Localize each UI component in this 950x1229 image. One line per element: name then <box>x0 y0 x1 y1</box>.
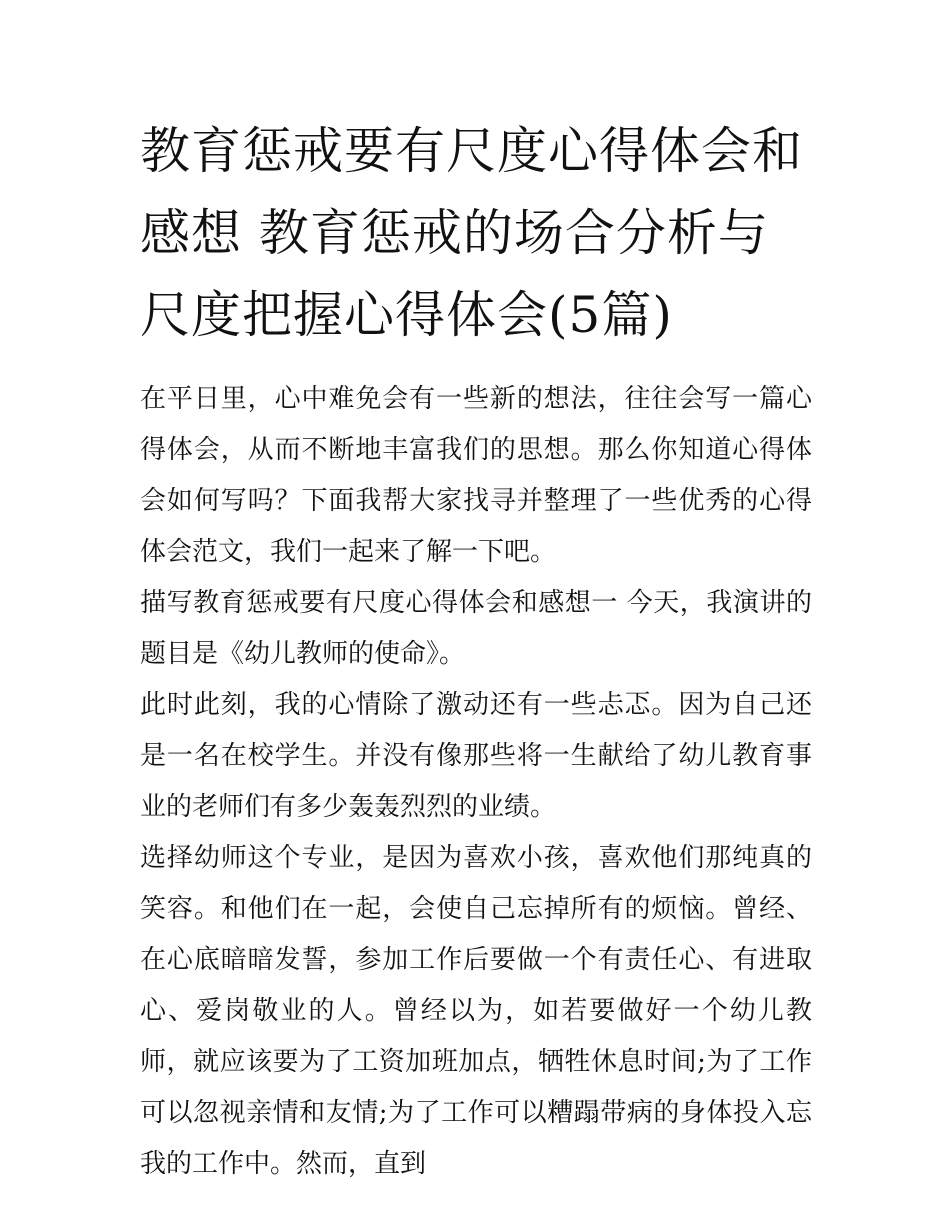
paragraph-intro: 在平日里，心中难免会有一些新的想法，往往会写一篇心得体会，从而不断地丰富我们的思想。那么你知道心得体会如何写吗？下面我帮大家找寻并整理了一些优秀的心得体会范文，我们一起来了解一下吧。 <box>140 384 812 567</box>
document-title: 教育惩戒要有尺度心得体会和感想 教育惩戒的场合分析与尺度把握心得体会(5篇) <box>140 122 803 344</box>
document-page <box>140 110 812 1190</box>
paragraph-feelings: 此时此刻，我的心情除了激动还有一些忐忑。因为自己还是一名在校学生。并没有像那些将一生献给了幼儿教育事业的老师们有多少轰轰烈烈的业绩。 <box>140 690 812 822</box>
paragraph-career-choice: 选择幼师这个专业，是因为喜欢小孩，喜欢他们那纯真的笑容。和他们在一起，会使自己忘掉所有的烦恼。曾经、在心底暗暗发誓，参加工作后要做一个有责任心、有进取心、爱岗敬业的人。曾经以为，如若要做好一个幼儿教师，就应该要为了工资加班加点，牺牲休息时间;为了工作可以忽视亲情和友情;为了工作可以糟蹋带病的身体投入忘我的工作中。然而，直到 <box>140 843 812 1179</box>
paragraph-section-one-opening: 描写教育惩戒要有尺度心得体会和感想一 今天，我演讲的题目是《幼儿教师的使命》。 <box>140 588 812 669</box>
